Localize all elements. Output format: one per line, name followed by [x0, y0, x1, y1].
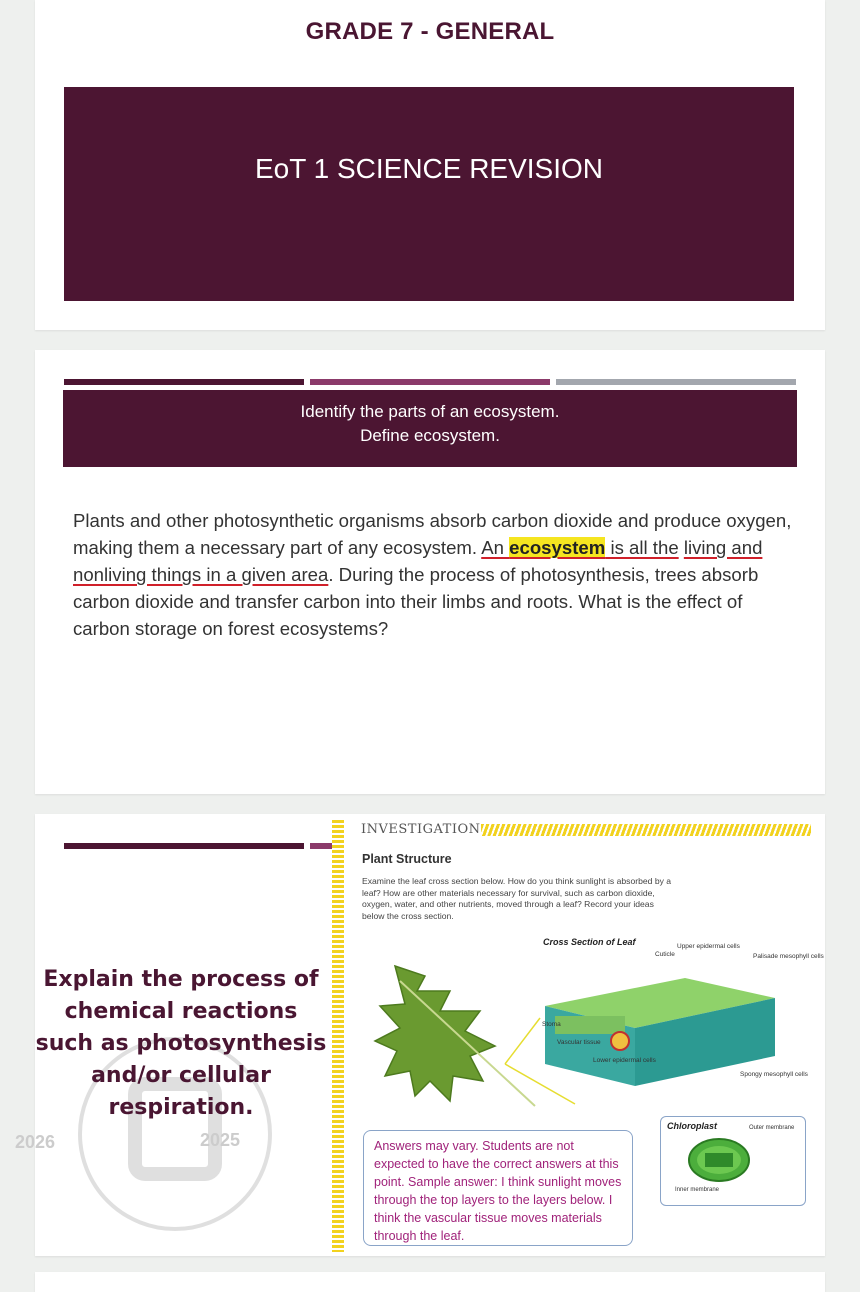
inner-membrane-label: Inner membrane — [675, 1187, 720, 1193]
sample-answer-box: Answers may vary. Students are not expected to have the correct answers at this point. Sample answer: I think sunlight moves through the top layers to the layers below. I think the vascular tissue moves materials through the leaf. — [363, 1130, 633, 1246]
paragraph-text: . During the process of photosynthesis, trees absorb carbon dioxide and transfer carbon into their limbs and roots. What is the effect of carbon storage on forest ecosystems? — [73, 564, 759, 639]
oak-leaf-icon — [375, 966, 495, 1101]
leaf-cross-section-diagram — [355, 936, 824, 1136]
objective-line: Identify the parts of an ecosystem. — [300, 402, 560, 421]
watermark-year: 2025 — [200, 1130, 241, 1150]
ecosystem-slide — [35, 350, 825, 794]
outer-membrane-label: Outer membrane — [749, 1125, 795, 1131]
plant-structure-text: Examine the leaf cross section below. How do you think sunlight is absorbed by a leaf? How are other materials necessary for survival, such as carbon dioxide, oxygen, water, and other nutrients, moved through a leaf? Record your ideas below the cross section. — [362, 876, 672, 921]
diagram-title: Cross Section of Leaf — [543, 937, 636, 947]
label-vascular: Vascular tissue — [557, 1039, 601, 1046]
chloroplast-icon — [687, 1137, 751, 1183]
page-margin-stripe — [332, 820, 344, 1252]
accent-bar-grey — [556, 379, 796, 385]
label-cuticle: Cuticle — [655, 951, 675, 958]
label-upper-epidermal: Upper epidermal cells — [677, 943, 740, 950]
process-slide — [15, 814, 825, 1256]
accent-bar-magenta — [310, 843, 334, 849]
zoom-line — [505, 1064, 575, 1104]
chloroplast-title: Chloroplast — [667, 1121, 718, 1131]
watermark-year: 2026 — [15, 1132, 56, 1152]
accent-bar-maroon — [64, 843, 304, 849]
paragraph-an: An — [481, 537, 510, 558]
title-slide — [35, 0, 825, 330]
grade-heading: GRADE 7 - GENERAL — [305, 18, 555, 45]
label-spongy: Spongy mesophyll cells — [740, 1071, 808, 1078]
investigation-label: INVESTIGATION — [361, 822, 481, 837]
title-banner — [64, 87, 794, 301]
definition-text: living and nonliving things in a given area — [73, 537, 763, 585]
accent-bar-maroon — [64, 379, 304, 385]
definition-text: is all the — [605, 537, 679, 558]
label-palisade: Palisade mesophyll cells — [753, 953, 824, 960]
explain-heading: Explain the process of chemical reactions such as photosynthesis and/or cellular respiration. — [35, 967, 327, 1120]
vascular-bundle-icon — [611, 1032, 629, 1050]
investigation-stripe — [481, 824, 811, 836]
label-lower-epidermal: Lower epidermal cells — [593, 1057, 656, 1064]
label-stoma: Stoma — [542, 1021, 561, 1028]
zoom-line — [505, 1018, 540, 1064]
chloroplast-inset — [660, 1116, 806, 1206]
plant-structure-title: Plant Structure — [362, 852, 452, 866]
objective-banner — [63, 390, 797, 467]
palisade-layer — [555, 1016, 625, 1034]
next-slide-edge — [35, 1272, 825, 1292]
highlighted-keyword: ecosystem — [509, 537, 606, 558]
ecosystem-paragraph — [73, 507, 803, 642]
slide-title: EoT 1 SCIENCE REVISION — [254, 153, 604, 184]
accent-bar-magenta — [310, 379, 550, 385]
paragraph-text: Plants and other photosynthetic organisms absorb carbon dioxide and produce oxygen, making them a necessary part of any ecosystem. — [73, 510, 792, 558]
objective-line: Define ecosystem. — [360, 426, 500, 445]
